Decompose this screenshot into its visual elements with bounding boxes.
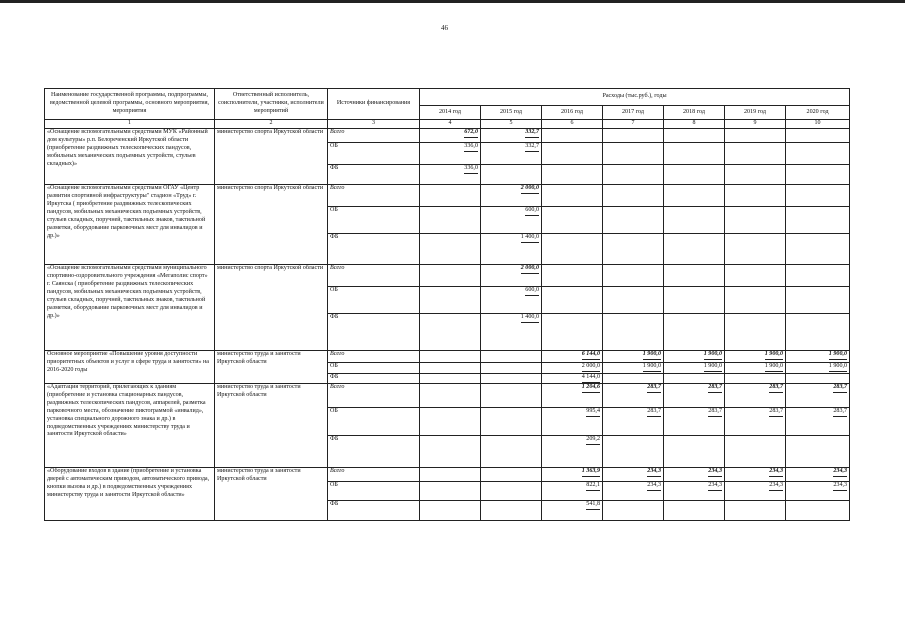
header-year: 2014 год — [420, 106, 481, 120]
amount-value: 1 900,0 — [704, 351, 722, 360]
amount-cell — [664, 435, 725, 467]
amount-cell — [725, 314, 786, 351]
measure-name: «Адаптация территорий, прилегающих к зданиям (приобретение и установка стационарных пандусов, раздвижных телескопических пандусов, аппарелей, разметка парковочного места, обозначение пиктограммой «инвалид», установка специального дорожного знака и др.) в подведомственных учреждениях министерству труда и занятости Иркутской области» — [45, 383, 215, 467]
amount-cell — [542, 185, 603, 207]
amount-cell — [481, 467, 542, 481]
amount-cell — [542, 351, 603, 363]
amount-cell — [481, 383, 542, 407]
funding-source: ОБ — [328, 363, 420, 374]
amount-cell — [603, 234, 664, 265]
amount-value: 336,0 — [464, 143, 478, 152]
amount-cell — [481, 500, 542, 520]
amount-cell — [542, 143, 603, 165]
table-row — [45, 383, 850, 407]
funding-source: Всего — [328, 467, 420, 481]
amount-value: 1 900,0 — [829, 363, 847, 372]
amount-cell — [725, 143, 786, 165]
funding-source: Всего — [328, 383, 420, 407]
responsible-executor: министерство спорта Иркутской области — [215, 185, 328, 265]
amount-cell — [420, 165, 481, 185]
amount-cell — [664, 265, 725, 287]
amount-cell — [481, 129, 542, 143]
funding-source: ФБ — [328, 374, 420, 384]
responsible-executor: министерство труда и занятости Иркутской области — [215, 383, 328, 467]
amount-value: 1 400,0 — [521, 234, 539, 243]
column-number: 1 — [45, 120, 215, 129]
amount-cell — [542, 314, 603, 351]
amount-cell — [603, 481, 664, 500]
table-row — [45, 185, 850, 207]
amount-cell — [664, 363, 725, 374]
amount-cell — [664, 287, 725, 314]
amount-cell — [664, 481, 725, 500]
measure-name: «Оснащение вспомогательными средствами ОГАУ «Центр развития спортивной инфраструктуры" стадион «Труд» г. Иркутска ( приобретение раздвижных телескопических пандусов, мобильных механических подъемных устройств, стульев складных, поручней, тактильных знаков, тактильной разметки, оборудование парковочных мест для инвалидов и др.)» — [45, 185, 215, 265]
amount-cell — [786, 129, 850, 143]
amount-value: 6 144,0 — [582, 351, 600, 360]
amount-cell — [542, 234, 603, 265]
amount-value: 209,2 — [586, 436, 600, 445]
amount-value: 1 900,0 — [829, 351, 847, 360]
amount-cell — [725, 351, 786, 363]
amount-cell — [420, 363, 481, 374]
funding-source: ОБ — [328, 287, 420, 314]
amount-value: 283,7 — [708, 408, 722, 417]
amount-value: 283,7 — [647, 408, 661, 417]
amount-cell — [542, 374, 603, 384]
amount-cell — [664, 407, 725, 435]
amount-cell — [481, 363, 542, 374]
amount-cell — [725, 165, 786, 185]
measure-name: «Оборудование входов в здание (приобретение и установка дверей с автоматическим приводом, автоматического привода, кнопки вызова и др.) в подведомственных учреждениях министерству труда и занятости Иркутской области» — [45, 467, 215, 520]
amount-value: 283,7 — [647, 384, 661, 393]
page-number: 46 — [441, 24, 448, 32]
amount-cell — [786, 435, 850, 467]
amount-cell — [786, 185, 850, 207]
responsible-executor: министерство труда и занятости Иркутской области — [215, 467, 328, 520]
amount-value: 283,7 — [769, 408, 783, 417]
amount-cell — [542, 265, 603, 287]
amount-cell — [420, 185, 481, 207]
amount-cell — [786, 143, 850, 165]
amount-cell — [664, 143, 725, 165]
amount-cell — [664, 500, 725, 520]
funding-source: ОБ — [328, 481, 420, 500]
header-funding-source: Источники финансирования — [328, 89, 420, 120]
amount-cell — [603, 314, 664, 351]
amount-cell — [481, 143, 542, 165]
amount-cell — [664, 383, 725, 407]
funding-source: Всего — [328, 185, 420, 207]
amount-cell — [786, 265, 850, 287]
amount-cell — [542, 407, 603, 435]
amount-value: 1 900,0 — [643, 351, 661, 360]
amount-cell — [603, 287, 664, 314]
column-number: 4 — [420, 120, 481, 129]
column-number: 5 — [481, 120, 542, 129]
column-number: 8 — [664, 120, 725, 129]
amount-cell — [481, 207, 542, 234]
amount-value: 1 900,0 — [643, 363, 661, 372]
header-executor: Ответственный исполнитель, соисполнители, участники, исполнители мероприятий — [215, 89, 328, 120]
amount-cell — [420, 383, 481, 407]
amount-cell — [664, 351, 725, 363]
funding-source: ФБ — [328, 500, 420, 520]
amount-cell — [725, 407, 786, 435]
amount-cell — [542, 165, 603, 185]
measure-name: Основное мероприятие «Повышение уровня доступности приоритетных объектов и услуг в сфере труда и занятости» на 2016-2020 годы — [45, 351, 215, 384]
amount-cell — [542, 129, 603, 143]
amount-cell — [603, 207, 664, 234]
column-number: 6 — [542, 120, 603, 129]
amount-cell — [542, 467, 603, 481]
amount-cell — [481, 287, 542, 314]
amount-value: 1 363,9 — [582, 468, 600, 477]
column-number: 3 — [328, 120, 420, 129]
amount-cell — [786, 407, 850, 435]
responsible-executor: министерство труда и занятости Иркутской области — [215, 351, 328, 384]
amount-value: 234,3 — [647, 482, 661, 491]
column-number: 9 — [725, 120, 786, 129]
header-year: 2020 год — [786, 106, 850, 120]
responsible-executor: министерство спорта Иркутской области — [215, 265, 328, 351]
amount-cell — [603, 500, 664, 520]
amount-cell — [664, 314, 725, 351]
amount-cell — [664, 467, 725, 481]
measure-name: «Оснащение вспомогательными средствами МУК «Районный дом культуры» р.п. Белореченский Иркутской области (приобретение раздвижных телескопических пандусов, мобильных механических подъемных устройств, стульев складных)» — [45, 129, 215, 185]
amount-value: 234,3 — [708, 468, 722, 477]
amount-cell — [786, 207, 850, 234]
amount-cell — [664, 129, 725, 143]
header-year: 2016 год — [542, 106, 603, 120]
amount-cell — [420, 314, 481, 351]
amount-value: 541,8 — [586, 501, 600, 510]
amount-cell — [786, 165, 850, 185]
amount-cell — [420, 351, 481, 363]
amount-cell — [603, 185, 664, 207]
amount-cell — [420, 481, 481, 500]
amount-cell — [481, 435, 542, 467]
amount-cell — [481, 185, 542, 207]
funding-source: ФБ — [328, 435, 420, 467]
funding-source: ФБ — [328, 314, 420, 351]
amount-cell — [786, 374, 850, 384]
amount-value: 332,7 — [525, 143, 539, 152]
amount-value: 234,3 — [833, 468, 847, 477]
amount-value: 2 000,0 — [521, 265, 539, 274]
amount-value: 2 000,0 — [582, 363, 600, 372]
amount-value: 234,3 — [708, 482, 722, 491]
amount-cell — [725, 207, 786, 234]
table-row — [45, 351, 850, 363]
amount-cell — [725, 500, 786, 520]
column-numbers-row — [45, 120, 850, 129]
amount-value: 283,7 — [833, 384, 847, 393]
top-border-line — [0, 0, 905, 3]
amount-cell — [786, 234, 850, 265]
amount-cell — [603, 265, 664, 287]
amount-value: 995,4 — [586, 408, 600, 417]
amount-cell — [420, 435, 481, 467]
amount-cell — [603, 363, 664, 374]
amount-cell — [420, 207, 481, 234]
header-program-name: Наименование государственной программы, подпрограммы, ведомственной целевой программы, основного мероприятия, мероприятия — [45, 89, 215, 120]
table-body — [45, 129, 850, 521]
amount-cell — [542, 435, 603, 467]
measure-name: «Оснащение вспомогательными средствами муниципального спортивно-оздоровительного учреждения «Мегаполис спорт» г. Саянска ( приобретение раздвижных телескопических пандусов, мобильных механических подъемных устройств, стульев складных, поручней, тактильных знаков, тактильной разметки, оборудование парковочных мест для инвалидов и др.)» — [45, 265, 215, 351]
funding-source: Всего — [328, 265, 420, 287]
funding-source: ФБ — [328, 165, 420, 185]
amount-cell — [725, 234, 786, 265]
amount-value: 2 000,0 — [521, 185, 539, 194]
amount-value: 1 400,0 — [521, 314, 539, 323]
amount-value: 1 900,0 — [704, 363, 722, 372]
amount-cell — [786, 467, 850, 481]
header-year: 2017 год — [603, 106, 664, 120]
table-row — [45, 265, 850, 287]
amount-cell — [725, 374, 786, 384]
amount-cell — [725, 129, 786, 143]
amount-cell — [481, 374, 542, 384]
amount-cell — [542, 383, 603, 407]
amount-cell — [481, 234, 542, 265]
amount-cell — [542, 207, 603, 234]
funding-source: Всего — [328, 129, 420, 143]
amount-value: 283,7 — [769, 384, 783, 393]
amount-cell — [603, 374, 664, 384]
amount-cell — [603, 165, 664, 185]
amount-value: 1 900,0 — [765, 351, 783, 360]
amount-cell — [420, 407, 481, 435]
amount-cell — [786, 383, 850, 407]
amount-cell — [603, 467, 664, 481]
amount-cell — [603, 407, 664, 435]
amount-cell — [664, 374, 725, 384]
amount-cell — [725, 481, 786, 500]
amount-cell — [420, 234, 481, 265]
amount-cell — [725, 383, 786, 407]
header-year: 2018 год — [664, 106, 725, 120]
column-number: 2 — [215, 120, 328, 129]
amount-cell — [481, 481, 542, 500]
amount-value: 1 204,6 — [582, 384, 600, 393]
table-row — [45, 129, 850, 143]
amount-value: 600,0 — [525, 207, 539, 216]
amount-cell — [786, 287, 850, 314]
amount-cell — [542, 287, 603, 314]
amount-cell — [664, 234, 725, 265]
amount-cell — [420, 265, 481, 287]
amount-cell — [786, 500, 850, 520]
header-expenses: Расходы (тыс.руб.), годы — [420, 89, 850, 106]
amount-cell — [725, 435, 786, 467]
amount-cell — [420, 143, 481, 165]
amount-value: 822,1 — [586, 482, 600, 491]
amount-cell — [786, 314, 850, 351]
amount-cell — [786, 363, 850, 374]
responsible-executor: министерство спорта Иркутской области — [215, 129, 328, 185]
amount-cell — [603, 383, 664, 407]
amount-value: 283,7 — [708, 384, 722, 393]
amount-value: 336,0 — [464, 165, 478, 174]
table-row — [45, 467, 850, 481]
amount-value: 234,3 — [769, 482, 783, 491]
amount-cell — [420, 129, 481, 143]
amount-cell — [664, 185, 725, 207]
amount-cell — [725, 363, 786, 374]
header-year: 2019 год — [725, 106, 786, 120]
funding-source: ОБ — [328, 407, 420, 435]
amount-cell — [725, 265, 786, 287]
amount-cell — [420, 500, 481, 520]
column-number: 7 — [603, 120, 664, 129]
amount-cell — [725, 185, 786, 207]
amount-cell — [725, 287, 786, 314]
amount-value: 234,3 — [647, 468, 661, 477]
column-number: 10 — [786, 120, 850, 129]
amount-cell — [420, 467, 481, 481]
amount-cell — [603, 351, 664, 363]
amount-cell — [542, 363, 603, 374]
amount-value: 234,3 — [769, 468, 783, 477]
amount-cell — [481, 265, 542, 287]
amount-value: 332,7 — [525, 129, 539, 138]
amount-cell — [481, 165, 542, 185]
header-year: 2015 год — [481, 106, 542, 120]
amount-cell — [481, 407, 542, 435]
amount-cell — [603, 129, 664, 143]
amount-cell — [542, 481, 603, 500]
amount-value: 600,0 — [525, 287, 539, 296]
amount-cell — [481, 351, 542, 363]
amount-cell — [603, 435, 664, 467]
amount-value: 234,3 — [833, 482, 847, 491]
amount-cell — [786, 481, 850, 500]
amount-cell — [664, 165, 725, 185]
funding-source: ОБ — [328, 207, 420, 234]
amount-cell — [603, 143, 664, 165]
amount-value: 4 144,0 — [582, 374, 600, 383]
funding-source: ОБ — [328, 143, 420, 165]
budget-table — [44, 88, 850, 521]
amount-value: 672,0 — [464, 129, 478, 138]
amount-cell — [481, 314, 542, 351]
amount-cell — [420, 287, 481, 314]
amount-value: 1 900,0 — [765, 363, 783, 372]
amount-value: 283,7 — [833, 408, 847, 417]
funding-source: ФБ — [328, 234, 420, 265]
funding-source: Всего — [328, 351, 420, 363]
amount-cell — [664, 207, 725, 234]
amount-cell — [786, 351, 850, 363]
amount-cell — [542, 500, 603, 520]
amount-cell — [420, 374, 481, 384]
amount-cell — [725, 467, 786, 481]
